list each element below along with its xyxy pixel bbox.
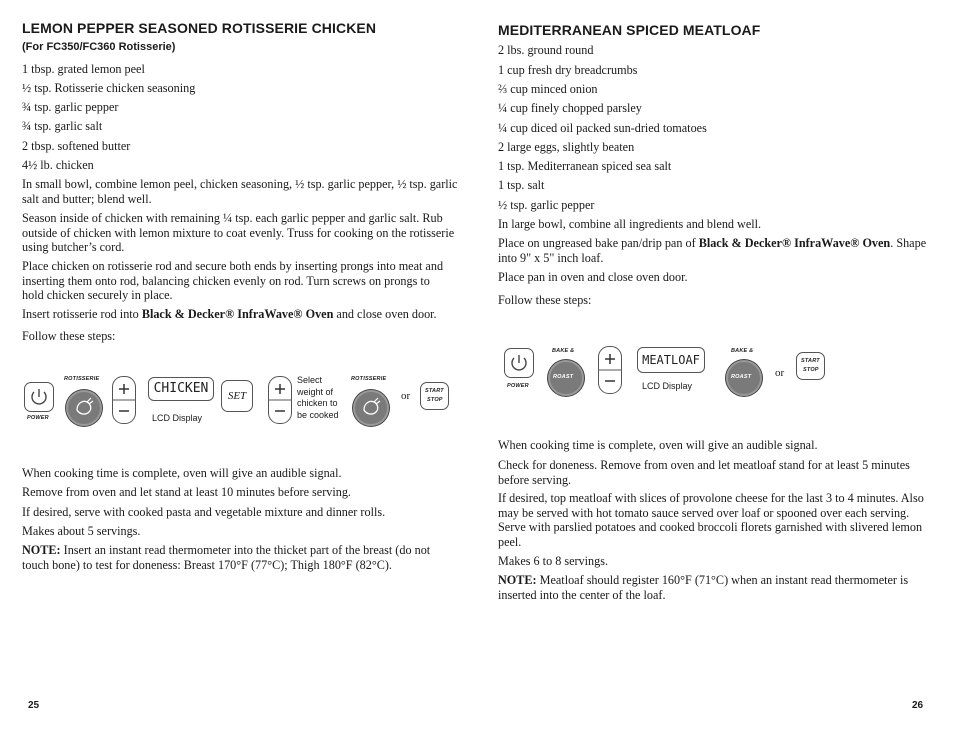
ingredient: 1 tbsp. grated lemon peel: [22, 62, 145, 76]
ingredient: 2 large eggs, slightly beaten: [498, 140, 635, 154]
servings: Makes about 5 servings.: [22, 524, 141, 538]
recipe-subtitle: (For FC350/FC360 Rotisserie): [22, 41, 176, 53]
roast-label: ROAST: [553, 374, 574, 380]
plus-minus-icon: [599, 347, 621, 393]
instruction: In small bowl, combine lemon peel, chicken seasoning, ½ tsp. garlic pepper, ½ tsp. garlic salt and butter; blend well.: [22, 177, 458, 206]
power-label: POWER: [507, 383, 529, 389]
ingredient: 1 tsp. salt: [498, 178, 545, 192]
power-button: [504, 348, 534, 378]
ingredient: 1 cup fresh dry breadcrumbs: [498, 63, 638, 77]
control-panel-diagram: [498, 342, 838, 398]
ingredient: ⅔ cup minced onion: [498, 82, 598, 96]
note-label: NOTE:: [22, 543, 61, 557]
or-label: or: [775, 367, 785, 379]
page-number: 26: [912, 700, 924, 711]
ingredient: ¼ cup finely chopped parsley: [498, 101, 642, 115]
bake-roast-label: BAKE &: [731, 348, 754, 354]
roast-label: ROAST: [731, 374, 752, 380]
plus-minus-icon: [113, 377, 135, 423]
recipe-title: MEDITERRANEAN SPICED MEATLOAF: [498, 22, 761, 38]
lcd-display: MEATLOAF: [637, 347, 705, 373]
instruction: When cooking time is complete, oven will give an audible signal.: [498, 438, 818, 452]
or-label: or: [401, 390, 411, 402]
stop-label: STOP: [427, 397, 443, 403]
recipe-title: LEMON PEPPER SEASONED ROTISSERIE CHICKEN: [22, 20, 377, 36]
instruction: Insert rotisserie rod into Black & Decker® InfraWave® Oven and close oven door.: [22, 307, 437, 321]
instruction: Place chicken on rotisserie rod and secure both ends by inserting prongs into meat and inserting them onto rod, balancing chicken evenly on rod. Turn screws on prongs to hold chicken securely in place.: [22, 259, 444, 303]
lcd-caption: LCD Display: [152, 413, 203, 423]
power-label: POWER: [27, 415, 49, 421]
ingredient: ½ tsp. Rotisserie chicken seasoning: [22, 81, 196, 95]
chicken-icon: [68, 392, 100, 424]
start-label: START: [801, 358, 820, 364]
instruction: If desired, serve with cooked pasta and vegetable mixture and dinner rolls.: [22, 505, 386, 519]
power-button: [24, 382, 54, 412]
instruction: If desired, top meatloaf with slices of provolone cheese for the last 3 to 4 minutes. Also may be served with hot tomato sauce served over loaf or spooned over each serving. Serve with parslied potatoes and cooked broccoli florets garnished with slivered lemon peel.: [498, 491, 924, 549]
page-number: 25: [28, 700, 40, 711]
ingredient: 1 tsp. Mediterranean spiced sea salt: [498, 159, 672, 173]
instruction: In large bowl, combine all ingredients and blend well.: [498, 217, 762, 231]
bake-roast-button: [548, 360, 584, 396]
rotisserie-label: ROTISSERIE: [351, 376, 387, 382]
rotisserie-button: [66, 390, 102, 426]
ingredient: 2 lbs. ground round: [498, 43, 594, 57]
lcd-caption: LCD Display: [642, 381, 693, 391]
start-stop-button: [420, 382, 449, 410]
lcd-display: CHICKEN: [148, 377, 214, 401]
follow-steps-label: Follow these steps:: [498, 293, 592, 307]
instruction: Season inside of chicken with remaining ¼ tsp. each garlic pepper and garlic salt. Rub outside of chicken with lemon mixture to coat evenly. Truss for cooking on the rotisserie using butcher’s cord.: [22, 211, 455, 255]
instruction: Place on ungreased bake pan/drip pan of Black & Decker® InfraWave® Oven. Shape into 9" x 5" inch loaf.: [498, 236, 927, 265]
note-label: NOTE:: [498, 573, 537, 587]
ingredient: 2 tbsp. softened butter: [22, 139, 131, 153]
rotisserie-label: ROTISSERIE: [64, 376, 100, 382]
control-panel-diagram: [22, 370, 454, 430]
product-name: Black & Decker® InfraWave® Oven: [141, 307, 334, 321]
instruction: Check for doneness. Remove from oven and let meatloaf stand for at least 5 minutes before serving.: [498, 458, 910, 487]
bake-roast-label: BAKE &: [552, 348, 575, 354]
ingredient: ¼ cup diced oil packed sun-dried tomatoes: [498, 121, 707, 135]
instruction: Remove from oven and let stand at least 10 minutes before serving.: [22, 485, 351, 499]
up-down-buttons: [112, 376, 136, 424]
up-down-buttons: [598, 346, 622, 394]
ingredient: 4½ lb. chicken: [22, 158, 94, 172]
up-down-buttons: [268, 376, 292, 424]
start-stop-button: [796, 352, 825, 380]
chicken-icon: [355, 392, 387, 424]
rotisserie-button: [353, 390, 389, 426]
follow-steps-label: Follow these steps:: [22, 329, 116, 343]
note: NOTE: Meatloaf should register 160°F (71°C) when an instant read thermometer is inserted into the center of the loaf.: [498, 573, 909, 602]
servings: Makes 6 to 8 servings.: [498, 554, 609, 568]
power-icon: [505, 349, 533, 377]
plus-minus-icon: [269, 377, 291, 423]
power-icon: [25, 383, 53, 411]
instruction: When cooking time is complete, oven will give an audible signal.: [22, 466, 342, 480]
stop-label: STOP: [803, 367, 819, 373]
start-label: START: [425, 388, 444, 394]
ingredient: ¾ tsp. garlic salt: [22, 119, 103, 133]
note: NOTE: Insert an instant read thermometer into the thicket part of the breast (do not touch bone) to test for doneness: Breast 170°F (77°C); Thigh 180°F (82°C).: [22, 543, 431, 572]
instruction: Place pan in oven and close oven door.: [498, 270, 688, 284]
ingredient: ¾ tsp. garlic pepper: [22, 100, 119, 114]
bake-roast-button: [726, 360, 762, 396]
select-weight-note: Select weight of chicken to be cooked: [297, 375, 339, 420]
set-button: SET: [221, 380, 253, 412]
ingredient: ½ tsp. garlic pepper: [498, 198, 595, 212]
product-name: Black & Decker® InfraWave® Oven: [698, 236, 891, 250]
